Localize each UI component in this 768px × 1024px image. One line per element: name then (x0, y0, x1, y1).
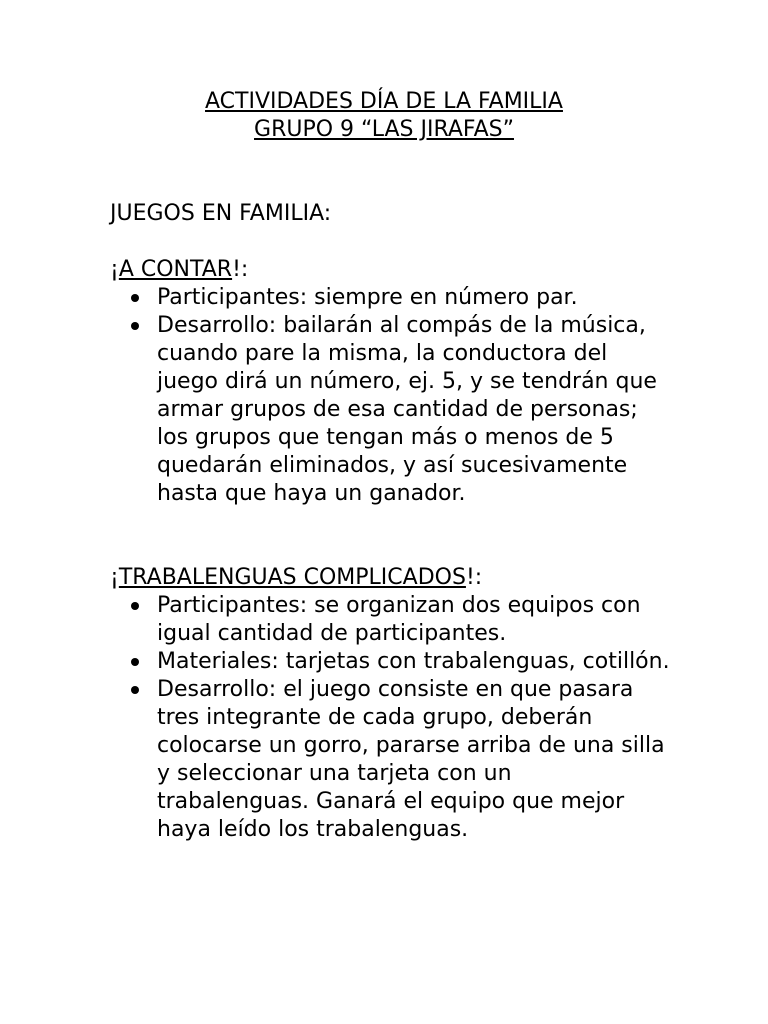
game-title-suffix: !: (232, 257, 249, 282)
bullet-icon (131, 602, 139, 610)
game-title-suffix: !: (465, 565, 483, 590)
title-line-2: GRUPO 9 “LAS JIRAFAS” (254, 117, 514, 142)
bullet-icon (131, 322, 139, 330)
bullet-icon (131, 658, 139, 666)
list-item (110, 648, 670, 676)
bullet-icon (131, 294, 139, 302)
document-title (0, 88, 768, 144)
game-title-name: A CONTAR (118, 257, 233, 282)
title-line-1: ACTIVIDADES DÍA DE LA FAMILIA (205, 89, 563, 114)
list-item (110, 676, 670, 844)
bullet-icon (131, 686, 139, 694)
list-item-text: Desarrollo: bailarán al compás de la música, cuando pare la misma, la conductora del juego dirá un número, ej. 5, y se tendrán que armar grupos de esa cantidad de personas; los grupos que tengan más o menos de 5 quedarán eliminados, y así sucesivamente hasta que haya un ganador. (157, 313, 657, 506)
list-item-text: Participantes: se organizan dos equipos con igual cantidad de participantes. (157, 593, 641, 646)
list-item-text: Participantes: siempre en número par. (157, 285, 578, 310)
list-item (110, 592, 670, 648)
game-title-name: TRABALENGUAS COMPLICADOS (118, 565, 466, 590)
game-trabalenguas (110, 564, 670, 844)
game-a-contar (110, 256, 670, 508)
game-item-list (110, 592, 670, 844)
game-item-list (110, 284, 670, 508)
game-title-prefix: ¡ (110, 257, 119, 282)
game-title (110, 256, 670, 284)
list-item-text: Desarrollo: el juego consiste en que pasara tres integrante de cada grupo, deberán colocarse un gorro, pararse arriba de una silla y seleccionar una tarjeta con un trabalenguas. Ganará el equipo que mejor haya leído los trabalenguas. (157, 677, 665, 842)
list-item (110, 284, 670, 312)
list-item (110, 312, 670, 508)
list-item-text: Materiales: tarjetas con trabalenguas, cotillón. (157, 649, 670, 674)
game-title (110, 564, 670, 592)
section-heading: JUEGOS EN FAMILIA: (110, 201, 332, 226)
game-title-prefix: ¡ (110, 565, 119, 590)
